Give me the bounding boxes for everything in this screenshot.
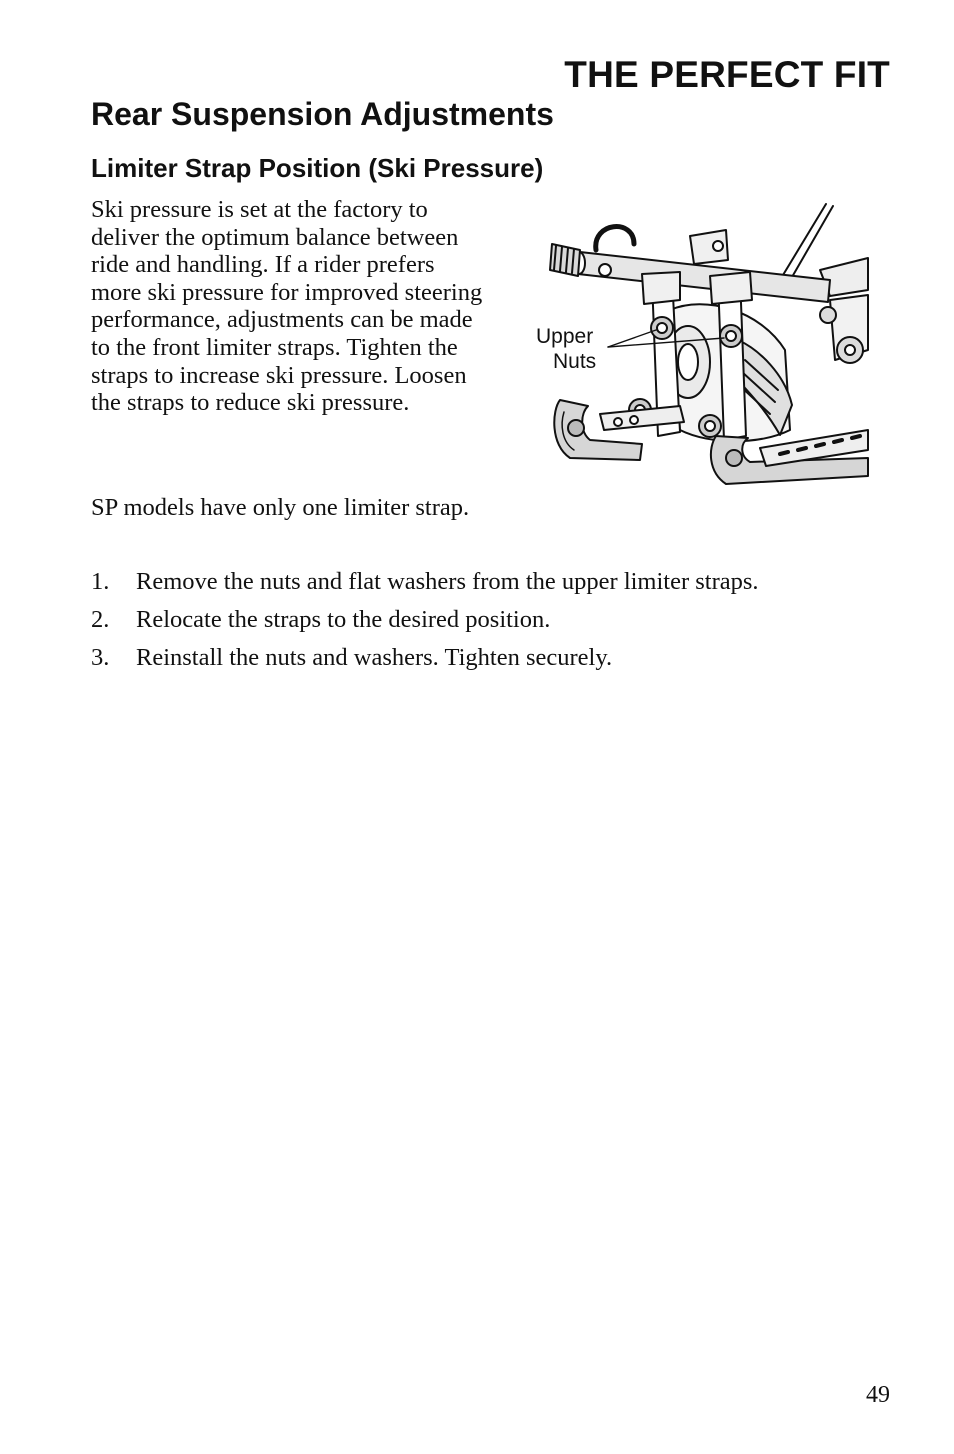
step-item (91, 605, 891, 635)
sub-heading: Limiter Strap Position (Ski Pressure) (91, 153, 544, 183)
intro-paragraph: Ski pressure is set at the factory to deliver the optimum balance between ride and handling. If a rider prefers more ski pressure for improved steering performance, adjustments can be made to the front limiter straps. Tighten the straps to increase ski pressure. Loosen the straps to reduce ski pressure. (91, 196, 483, 417)
callout-nuts-label: Nuts (553, 350, 597, 373)
chapter-title: THE PERFECT FIT (564, 54, 890, 95)
section-heading: Rear Suspension Adjustments (91, 96, 554, 132)
suspension-illustration (530, 200, 870, 500)
step-number: 1. (91, 568, 110, 595)
callout-upper-label: Upper (536, 325, 594, 348)
step-text: Reinstall the nuts and washers. Tighten securely. (136, 644, 613, 671)
page-number: 49 (866, 1382, 890, 1408)
step-item (91, 567, 891, 597)
instruction-steps (91, 567, 891, 681)
note-paragraph: SP models have only one limiter strap. (91, 494, 470, 521)
step-text: Relocate the straps to the desired position. (136, 606, 551, 633)
step-number: 3. (91, 644, 110, 671)
step-number: 2. (91, 606, 110, 633)
step-text: Remove the nuts and flat washers from the upper limiter straps. (136, 568, 759, 595)
step-item (91, 643, 891, 673)
